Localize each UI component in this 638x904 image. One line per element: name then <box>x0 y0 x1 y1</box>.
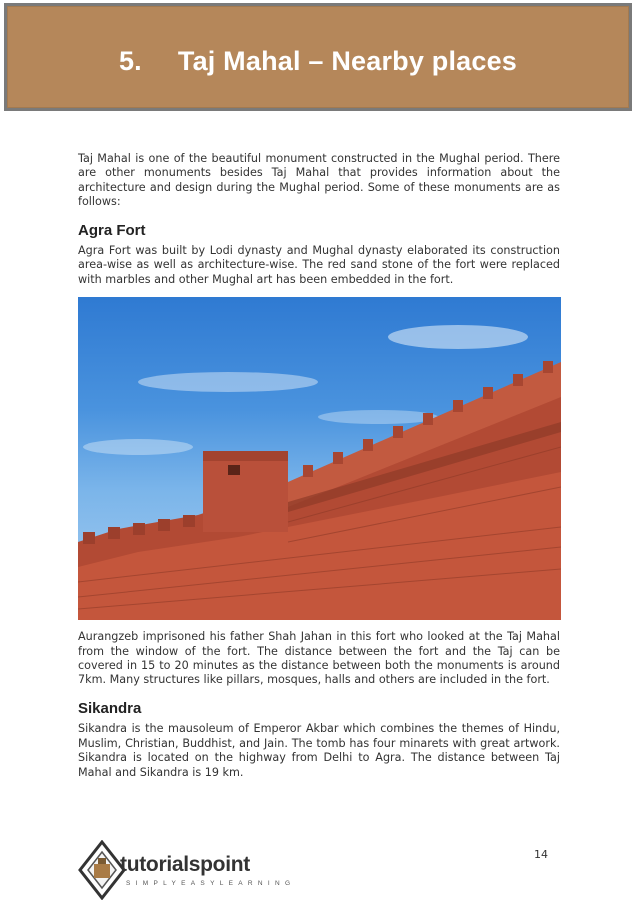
logo-mark-icon <box>78 840 126 900</box>
chapter-title <box>7 46 629 77</box>
page-content <box>78 152 560 780</box>
agra-fort-photo <box>78 297 561 620</box>
section-heading-agra-fort: Agra Fort <box>78 221 146 239</box>
header-band <box>0 0 638 116</box>
agra-fort-paragraph: Agra Fort was built by Lodi dynasty and Mughal dynasty elaborated its construction area-wise as well as architecture-wise. The red sand stone of the fort were replaced with marbles and other Mughal art has been embedded in the fort. <box>78 244 560 286</box>
tutorialspoint-logo <box>78 840 296 900</box>
agra-fort-history-paragraph: Aurangzeb imprisoned his father Shah Jahan in this fort who looked at the Taj Mahal from the window of the fort. The distance between the fort and the Taj can be covered in 15 to 20 minutes as the distance between both the monuments is around 7km. Many structures like pillars, mosques, halls and others are included in the fort. <box>78 630 560 687</box>
section-heading-sikandra: Sikandra <box>78 699 142 717</box>
page-number: 14 <box>534 848 548 861</box>
chapter-title-text: Taj Mahal – Nearby places <box>177 46 518 76</box>
chapter-header <box>4 3 632 111</box>
agra-fort-illustration <box>78 297 561 620</box>
logo-tagline: SIMPLYEASYLEARNING <box>126 880 296 887</box>
intro-paragraph: Taj Mahal is one of the beautiful monument constructed in the Mughal period. There are other monuments besides Taj Mahal that provides information about the architecture and design during the Mughal period. Some of these monuments are as follows: <box>78 152 560 209</box>
logo-wordmark: tutorialspoint <box>120 853 250 876</box>
sikandra-paragraph: Sikandra is the mausoleum of Emperor Akbar which combines the themes of Hindu, Muslim, Christian, Buddhist, and Jain. The tomb has four minarets with great artwork. Sikandra is located on the highway from Delhi to Agra. The distance between Taj Mahal and Sikandra is 19 km. <box>78 722 560 779</box>
chapter-number: 5. <box>118 46 142 76</box>
